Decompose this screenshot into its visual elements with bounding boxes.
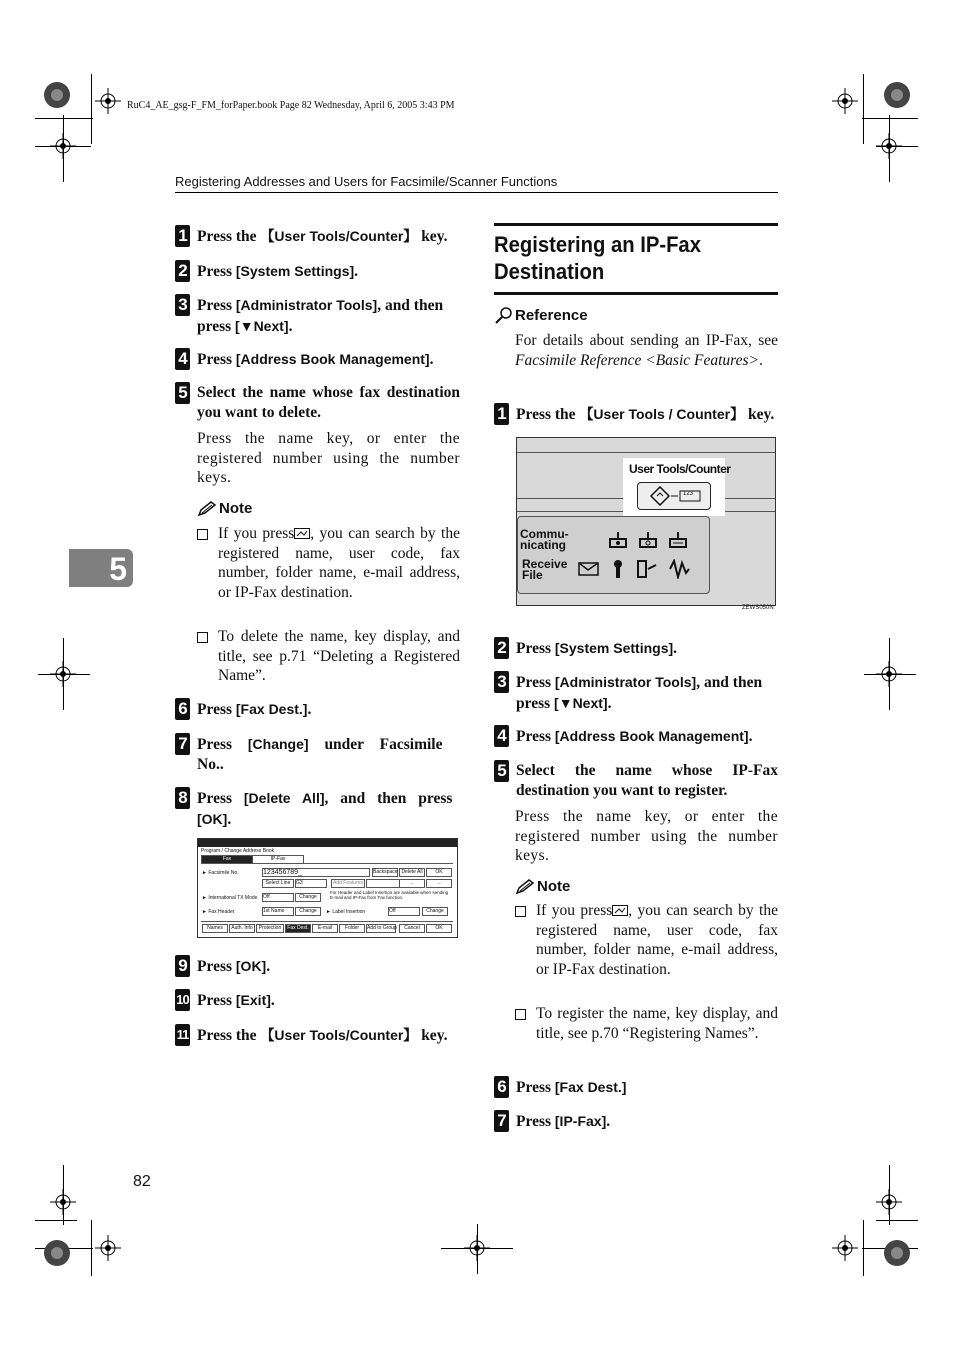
step-number: 2 — [175, 260, 190, 282]
delete-all-button[interactable]: Delete All — [399, 868, 425, 877]
header-rule — [175, 192, 778, 193]
tab-folder[interactable]: Folder — [339, 924, 365, 933]
step-10: 10 Press [Exit]. — [175, 990, 460, 1011]
key-label: 【User Tools/Counter】 — [260, 228, 418, 244]
tab-add-to-group[interactable]: Add to Group — [367, 925, 397, 931]
right-arrow-button[interactable]: → — [426, 879, 452, 888]
crosshair-icon — [50, 1189, 76, 1215]
right-step-5-body: Press the name key, or enter the registered number using the number keys. — [515, 808, 778, 864]
receive-file-label: Receive File — [522, 557, 568, 582]
step-7: 7 Press [Change] under Facsimile No.. — [175, 734, 460, 775]
right-step-4: 4 Press [Address Book Management]. — [494, 726, 784, 747]
note-bullet-1: If you press , you can search by the registered name, user code, fax number, folder name, e-mail address, or IP-Fax destination. — [515, 901, 778, 979]
right-step-3: 3 Press [Administrator Tools], and then press [▼Next]. — [494, 672, 784, 714]
step-3: 3 Press [Administrator Tools], and then press [▼Next]. — [175, 295, 460, 337]
key-label: [OK] — [197, 811, 228, 827]
left-arrow-button[interactable]: ← — [399, 879, 425, 888]
step-5: 5 Select the name whose fax destination you want to delete. — [175, 383, 460, 423]
label-insertion-label: ► Label Insertion — [326, 909, 366, 915]
blank-field — [366, 879, 400, 888]
fax-number-label: ► Facsimile No. — [202, 870, 239, 876]
step-1: 1 Press the 【User Tools/Counter】 key. — [175, 226, 460, 247]
file-info-line: RuC4_AE_gsg-F_FM_forPaper.book Page 82 Wednesday, April 6, 2005 3:43 PM — [127, 100, 455, 111]
tab-ip-fax[interactable]: IP-Fax — [252, 855, 304, 864]
fax-number-field[interactable]: 123456789_ — [262, 868, 370, 877]
crosshair-icon — [832, 1235, 858, 1261]
user-tools-counter-area — [623, 458, 731, 516]
key-label: [Exit] — [235, 992, 271, 1008]
search-key-icon — [294, 527, 310, 539]
title-rule-top — [494, 223, 778, 226]
step-number: 6 — [175, 698, 190, 720]
step-number: 4 — [494, 725, 509, 747]
signal-icon — [668, 559, 690, 579]
control-panel-illustration — [516, 437, 776, 606]
key-label: [Administrator Tools] — [554, 674, 697, 690]
step-9: 9 Press [OK]. — [175, 956, 460, 977]
note-heading: Note — [515, 878, 570, 895]
step-number: 3 — [494, 671, 509, 693]
user-tools-icon — [638, 483, 710, 509]
counter-badge: 123 — [683, 491, 694, 497]
tab-email[interactable]: E-mail — [312, 924, 338, 933]
tray-icon — [638, 531, 658, 549]
registration-mark-icon — [882, 80, 912, 110]
add-features-button[interactable]: Add Features — [332, 880, 364, 886]
intl-mode-value: Off — [262, 893, 294, 902]
key-label: [Address Book Management] — [235, 351, 430, 367]
select-line-button[interactable]: Select Line — [262, 879, 294, 888]
figure-code: ZEWS050N — [742, 605, 774, 611]
label-insertion-value: Off — [388, 907, 420, 916]
step-number: 10 — [175, 989, 190, 1011]
step-number: 5 — [494, 760, 509, 782]
right-step-5: 5 Select the name whose IP-Fax destination you want to register. — [494, 761, 778, 801]
screen-title: Program / Change Address Book — [201, 848, 275, 854]
step-8: 8 Press [Delete All], and then press [OK]. — [175, 788, 460, 830]
note-bullet-2: To delete the name, key display, and title, see p.71 “Deleting a Registered Name”. — [197, 627, 460, 686]
tab-fax-dest[interactable]: Fax Dest. — [285, 924, 311, 933]
note-bullet-1: If you press , you can search by the registered name, user code, fax number, folder name, e-mail address, or IP-Fax destination. — [197, 524, 460, 602]
key-label: [Administrator Tools] — [235, 297, 378, 313]
crosshair-icon — [95, 1235, 121, 1261]
step-number: 5 — [175, 382, 190, 404]
key-label: [▼Next] — [554, 695, 608, 711]
tab-fax[interactable]: Fax — [201, 855, 253, 864]
pencil-icon — [515, 879, 535, 895]
step-number: 7 — [494, 1110, 509, 1132]
step-number: 8 — [175, 787, 190, 809]
key-label: [Fax Dest.] — [235, 701, 308, 717]
address-book-screenshot — [197, 838, 458, 938]
step-number: 7 — [175, 733, 190, 755]
step-5-body: Press the name key, or enter the registered number using the number keys. — [197, 430, 460, 486]
registration-mark-icon — [42, 80, 72, 110]
crosshair-icon — [876, 133, 902, 159]
ok-button[interactable]: OK — [426, 924, 452, 933]
line-value: G3 — [295, 879, 327, 888]
key-label: 【User Tools / Counter】 — [579, 406, 745, 422]
key-label: [System Settings] — [235, 263, 355, 279]
crosshair-icon — [95, 88, 121, 114]
right-step-7: 7 Press [IP-Fax]. — [494, 1111, 784, 1132]
magnifier-icon — [494, 306, 514, 324]
key-label: 【User Tools/Counter】 — [260, 1027, 418, 1043]
fax-header-value: 1st Name — [262, 907, 294, 916]
envelope-icon — [578, 561, 600, 577]
key-label: [IP-Fax] — [554, 1113, 607, 1129]
tab-names[interactable]: Names — [202, 924, 228, 933]
step-number: 3 — [175, 294, 190, 316]
key-label: [Fax Dest.] — [554, 1079, 627, 1095]
step-number: 6 — [494, 1076, 509, 1098]
key-label: [System Settings] — [554, 640, 674, 656]
reference-title: Facsimile Reference <Basic Features> — [515, 351, 760, 369]
backspace-button[interactable]: Backspace — [373, 869, 398, 875]
fax-header-label: ► Fax Header — [202, 909, 235, 915]
registration-mark-icon — [42, 1238, 72, 1268]
intl-tx-mode-label: ► International TX Mode — [202, 895, 258, 901]
ok-button[interactable]: OK — [426, 868, 452, 877]
change-button[interactable]: Change — [422, 907, 448, 916]
indicator-block — [517, 516, 710, 594]
step-number: 1 — [175, 225, 190, 247]
section-title: Registering an IP-Fax Destination — [494, 232, 701, 284]
reference-text: For details about sending an IP-Fax, see Facsimile Reference <Basic Features>. — [515, 332, 778, 369]
screen-status-bar — [198, 839, 457, 847]
running-head: Registering Addresses and Users for Facsimile/Scanner Functions — [175, 174, 558, 189]
cancel-button[interactable]: Cancel — [399, 924, 425, 933]
chapter-tab: 5 — [69, 549, 133, 587]
right-step-6: 6 Press [Fax Dest.] — [494, 1077, 784, 1098]
crosshair-icon — [50, 133, 76, 159]
wrench-icon — [611, 559, 625, 579]
note-bullet-2: To register the name, key display, and title, see p.70 “Registering Names”. — [515, 1004, 778, 1043]
step-number: 4 — [175, 348, 190, 370]
search-key-icon — [612, 904, 628, 916]
key-label: [Delete All] — [243, 790, 325, 806]
note-heading: Note — [197, 500, 252, 517]
crosshair-icon — [832, 88, 858, 114]
step-number: 2 — [494, 637, 509, 659]
step-4: 4 Press [Address Book Management]. — [175, 349, 460, 370]
communicating-label: Commu- nicating — [520, 527, 569, 552]
tab-protection[interactable]: Protection — [256, 924, 284, 933]
reference-heading: Reference — [494, 306, 588, 324]
change-button[interactable]: Change — [295, 907, 321, 916]
step-number: 9 — [175, 955, 190, 977]
user-tools-label: User Tools/Counter — [629, 462, 731, 476]
change-button[interactable]: Change — [295, 893, 321, 902]
tab-auth-info[interactable]: Auth. Info — [229, 924, 255, 933]
title-rule-bottom — [494, 292, 778, 295]
pencil-icon — [197, 501, 217, 517]
document-icon — [636, 559, 658, 579]
page-number: 82 — [133, 1173, 151, 1190]
crosshair-icon — [876, 1189, 902, 1215]
key-label: [Address Book Management] — [554, 728, 749, 744]
registration-mark-icon — [882, 1238, 912, 1268]
step-2: 2 Press [System Settings]. — [175, 261, 460, 282]
step-number: 1 — [494, 403, 509, 425]
step-number: 11 — [175, 1024, 190, 1046]
right-step-1: 1 Press the 【User Tools / Counter】 key. — [494, 404, 784, 425]
right-step-2: 2 Press [System Settings]. — [494, 638, 784, 659]
user-tools-counter-key[interactable] — [637, 482, 711, 510]
tray-icon — [608, 531, 628, 549]
tray-icon — [668, 531, 688, 549]
key-label: [Change] — [247, 736, 309, 752]
step-6: 6 Press [Fax Dest.]. — [175, 699, 460, 720]
key-label: [▼Next] — [235, 318, 289, 334]
screen-note: For Header and Label Insertion are available when sending E-mail and IP-Fax from Fax function. — [330, 890, 449, 900]
step-11: 11 Press the 【User Tools/Counter】 key. — [175, 1025, 460, 1046]
key-label: [OK] — [235, 958, 267, 974]
